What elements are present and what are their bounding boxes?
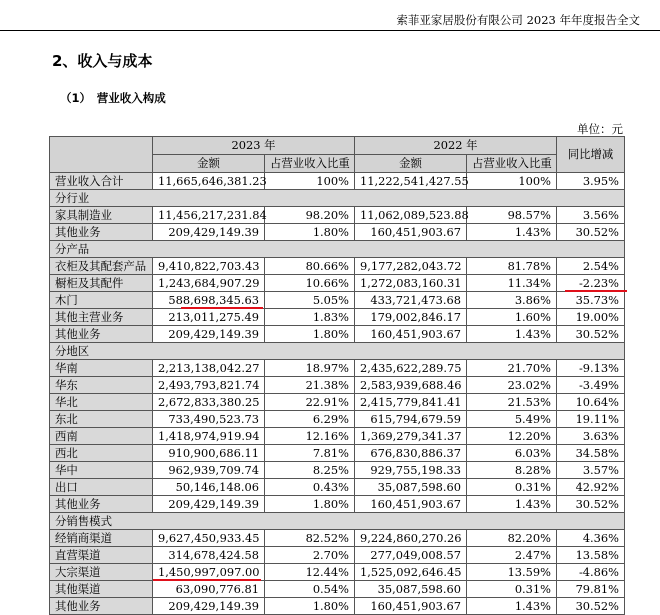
share-2023: 0.43% — [265, 479, 355, 496]
yoy-change: 2.54% — [557, 258, 625, 275]
amount-2023: 910,900,686.11 — [153, 445, 265, 462]
share-2022: 0.31% — [467, 581, 557, 598]
header-yoy: 同比增减 — [557, 137, 625, 173]
header-title: 索菲亚家居股份有限公司 2023 年年度报告全文 — [396, 13, 640, 27]
header-blank — [50, 137, 153, 173]
share-2022: 100% — [467, 173, 557, 190]
yoy-change: 35.73% — [557, 292, 625, 309]
amount-2022: 929,755,198.33 — [355, 462, 467, 479]
share-2022: 82.20% — [467, 530, 557, 547]
amount-2023: 962,939,709.74 — [153, 462, 265, 479]
share-2023: 1.83% — [265, 309, 355, 326]
amount-2023: 733,490,523.73 — [153, 411, 265, 428]
amount-2022: 35,087,598.60 — [355, 479, 467, 496]
yoy-change: 79.81% — [557, 581, 625, 598]
amount-2023: 63,090,776.81 — [153, 581, 265, 598]
yoy-change: 3.95% — [557, 173, 625, 190]
table-row — [50, 207, 625, 224]
amount-2023: 2,672,833,380.25 — [153, 394, 265, 411]
share-2023: 10.66% — [265, 275, 355, 292]
amount-2023: 588,698,345.63 — [153, 292, 265, 309]
amount-2022: 179,002,846.17 — [355, 309, 467, 326]
table-row — [50, 394, 625, 411]
share-2023: 100% — [265, 173, 355, 190]
row-label: 东北 — [50, 411, 153, 428]
row-label: 华南 — [50, 360, 153, 377]
category-row — [50, 513, 625, 530]
amount-2022: 160,451,903.67 — [355, 224, 467, 241]
share-2023: 12.44% — [265, 564, 355, 581]
category-row — [50, 241, 625, 258]
row-label: 营业收入合计 — [50, 173, 153, 190]
yoy-change: 42.92% — [557, 479, 625, 496]
amount-2023: 209,429,149.39 — [153, 224, 265, 241]
row-label: 其他渠道 — [50, 581, 153, 598]
yoy-change: 19.11% — [557, 411, 625, 428]
table-row — [50, 547, 625, 564]
share-2022: 21.70% — [467, 360, 557, 377]
header-amount-2023: 金额 — [153, 155, 265, 173]
table-row — [50, 530, 625, 547]
amount-2023: 209,429,149.39 — [153, 326, 265, 343]
yoy-change: -3.49% — [557, 377, 625, 394]
yoy-change: 3.63% — [557, 428, 625, 445]
share-2023: 98.20% — [265, 207, 355, 224]
category-title: 分产品 — [50, 241, 625, 258]
share-2022: 21.53% — [467, 394, 557, 411]
yoy-change: 10.64% — [557, 394, 625, 411]
row-label: 其他业务 — [50, 496, 153, 513]
row-label: 其他业务 — [50, 224, 153, 241]
row-label: 家具制造业 — [50, 207, 153, 224]
share-2022: 1.43% — [467, 598, 557, 615]
amount-2023: 2,493,793,821.74 — [153, 377, 265, 394]
row-label: 华中 — [50, 462, 153, 479]
row-label: 华东 — [50, 377, 153, 394]
amount-2022: 35,087,598.60 — [355, 581, 467, 598]
share-2022: 3.86% — [467, 292, 557, 309]
table-row — [50, 445, 625, 462]
amount-2023: 9,410,822,703.43 — [153, 258, 265, 275]
share-2022: 23.02% — [467, 377, 557, 394]
amount-2022: 615,794,679.59 — [355, 411, 467, 428]
table-body — [50, 173, 625, 615]
table-row — [50, 258, 625, 275]
row-label: 衣柜及其配套产品 — [50, 258, 153, 275]
row-label: 西南 — [50, 428, 153, 445]
share-2023: 1.80% — [265, 224, 355, 241]
yoy-change: 34.58% — [557, 445, 625, 462]
share-2023: 5.05% — [265, 292, 355, 309]
header-row-years — [50, 137, 625, 155]
table-row — [50, 224, 625, 241]
category-title: 分地区 — [50, 343, 625, 360]
header-2022: 2022 年 — [355, 137, 557, 155]
share-2023: 82.52% — [265, 530, 355, 547]
share-2023: 0.54% — [265, 581, 355, 598]
yoy-change: 3.57% — [557, 462, 625, 479]
table-row — [50, 598, 625, 615]
amount-2022: 9,177,282,043.72 — [355, 258, 467, 275]
table-row — [50, 377, 625, 394]
header-share-2023: 占营业收入比重 — [265, 155, 355, 173]
row-label: 经销商渠道 — [50, 530, 153, 547]
amount-2022: 160,451,903.67 — [355, 326, 467, 343]
header-share-2022: 占营业收入比重 — [467, 155, 557, 173]
yoy-change: 30.52% — [557, 598, 625, 615]
share-2023: 12.16% — [265, 428, 355, 445]
amount-2023: 1,450,997,097.00 — [153, 564, 265, 581]
table-row — [50, 326, 625, 343]
share-2022: 81.78% — [467, 258, 557, 275]
share-2023: 7.81% — [265, 445, 355, 462]
share-2023: 22.91% — [265, 394, 355, 411]
amount-2022: 11,062,089,523.88 — [355, 207, 467, 224]
row-label: 西北 — [50, 445, 153, 462]
amount-2023: 2,213,138,042.27 — [153, 360, 265, 377]
yoy-change: -4.86% — [557, 564, 625, 581]
share-2022: 2.47% — [467, 547, 557, 564]
yoy-change: 3.56% — [557, 207, 625, 224]
amount-2022: 160,451,903.67 — [355, 598, 467, 615]
row-label: 出口 — [50, 479, 153, 496]
share-2022: 11.34% — [467, 275, 557, 292]
amount-2022: 1,272,083,160.31 — [355, 275, 467, 292]
category-title: 分行业 — [50, 190, 625, 207]
yoy-change: 30.52% — [557, 224, 625, 241]
share-2022: 8.28% — [467, 462, 557, 479]
table-row — [50, 428, 625, 445]
header-amount-2022: 金额 — [355, 155, 467, 173]
table-row — [50, 564, 625, 581]
total-row — [50, 173, 625, 190]
amount-2023: 11,456,217,231.84 — [153, 207, 265, 224]
table-row — [50, 496, 625, 513]
yoy-change: 4.36% — [557, 530, 625, 547]
yoy-change: -2.23% — [557, 275, 625, 292]
amount-2023: 1,418,974,919.94 — [153, 428, 265, 445]
share-2023: 1.80% — [265, 598, 355, 615]
share-2022: 0.31% — [467, 479, 557, 496]
share-2023: 6.29% — [265, 411, 355, 428]
page-header — [0, 0, 660, 31]
header-2023: 2023 年 — [153, 137, 355, 155]
amount-2022: 2,435,622,289.75 — [355, 360, 467, 377]
row-label: 橱柜及其配件 — [50, 275, 153, 292]
table-row — [50, 275, 625, 292]
amount-2023: 9,627,450,933.45 — [153, 530, 265, 547]
amount-2023: 11,665,646,381.23 — [153, 173, 265, 190]
share-2023: 80.66% — [265, 258, 355, 275]
row-label: 其他业务 — [50, 326, 153, 343]
revenue-table — [49, 136, 625, 615]
row-label: 其他业务 — [50, 598, 153, 615]
share-2022: 5.49% — [467, 411, 557, 428]
amount-2022: 2,583,939,688.46 — [355, 377, 467, 394]
amount-2022: 433,721,473.68 — [355, 292, 467, 309]
yoy-change: 30.52% — [557, 326, 625, 343]
amount-2022: 2,415,779,841.41 — [355, 394, 467, 411]
amount-2023: 1,243,684,907.29 — [153, 275, 265, 292]
share-2022: 12.20% — [467, 428, 557, 445]
unit-label: 单位：元 — [577, 122, 623, 136]
table-row — [50, 581, 625, 598]
share-2022: 1.43% — [467, 326, 557, 343]
table-row — [50, 309, 625, 326]
row-label: 大宗渠道 — [50, 564, 153, 581]
share-2022: 1.60% — [467, 309, 557, 326]
amount-2022: 9,224,860,270.26 — [355, 530, 467, 547]
amount-2022: 1,525,092,646.45 — [355, 564, 467, 581]
category-title: 分销售模式 — [50, 513, 625, 530]
share-2022: 98.57% — [467, 207, 557, 224]
amount-2022: 676,830,886.37 — [355, 445, 467, 462]
yoy-change: 13.58% — [557, 547, 625, 564]
table-row — [50, 479, 625, 496]
amount-2023: 209,429,149.39 — [153, 496, 265, 513]
amount-2022: 277,049,008.57 — [355, 547, 467, 564]
share-2023: 2.70% — [265, 547, 355, 564]
share-2023: 1.80% — [265, 326, 355, 343]
amount-2022: 11,222,541,427.55 — [355, 173, 467, 190]
share-2022: 1.43% — [467, 224, 557, 241]
yoy-change: 30.52% — [557, 496, 625, 513]
share-2023: 21.38% — [265, 377, 355, 394]
table-row — [50, 462, 625, 479]
share-2023: 1.80% — [265, 496, 355, 513]
yoy-change: 19.00% — [557, 309, 625, 326]
row-label: 直营渠道 — [50, 547, 153, 564]
category-row — [50, 343, 625, 360]
amount-2023: 209,429,149.39 — [153, 598, 265, 615]
amount-2023: 50,146,148.06 — [153, 479, 265, 496]
amount-2022: 1,369,279,341.37 — [355, 428, 467, 445]
table-row — [50, 411, 625, 428]
row-label: 华北 — [50, 394, 153, 411]
share-2022: 13.59% — [467, 564, 557, 581]
table-row — [50, 360, 625, 377]
yoy-change: -9.13% — [557, 360, 625, 377]
row-label: 木门 — [50, 292, 153, 309]
share-2023: 18.97% — [265, 360, 355, 377]
row-label: 其他主营业务 — [50, 309, 153, 326]
share-2022: 1.43% — [467, 496, 557, 513]
table-row — [50, 292, 625, 309]
subsection-title: （1） 营业收入构成 — [60, 91, 166, 105]
share-2022: 6.03% — [467, 445, 557, 462]
amount-2023: 314,678,424.58 — [153, 547, 265, 564]
amount-2023: 213,011,275.49 — [153, 309, 265, 326]
category-row — [50, 190, 625, 207]
section-title: 2、收入与成本 — [52, 52, 153, 70]
share-2023: 8.25% — [265, 462, 355, 479]
amount-2022: 160,451,903.67 — [355, 496, 467, 513]
